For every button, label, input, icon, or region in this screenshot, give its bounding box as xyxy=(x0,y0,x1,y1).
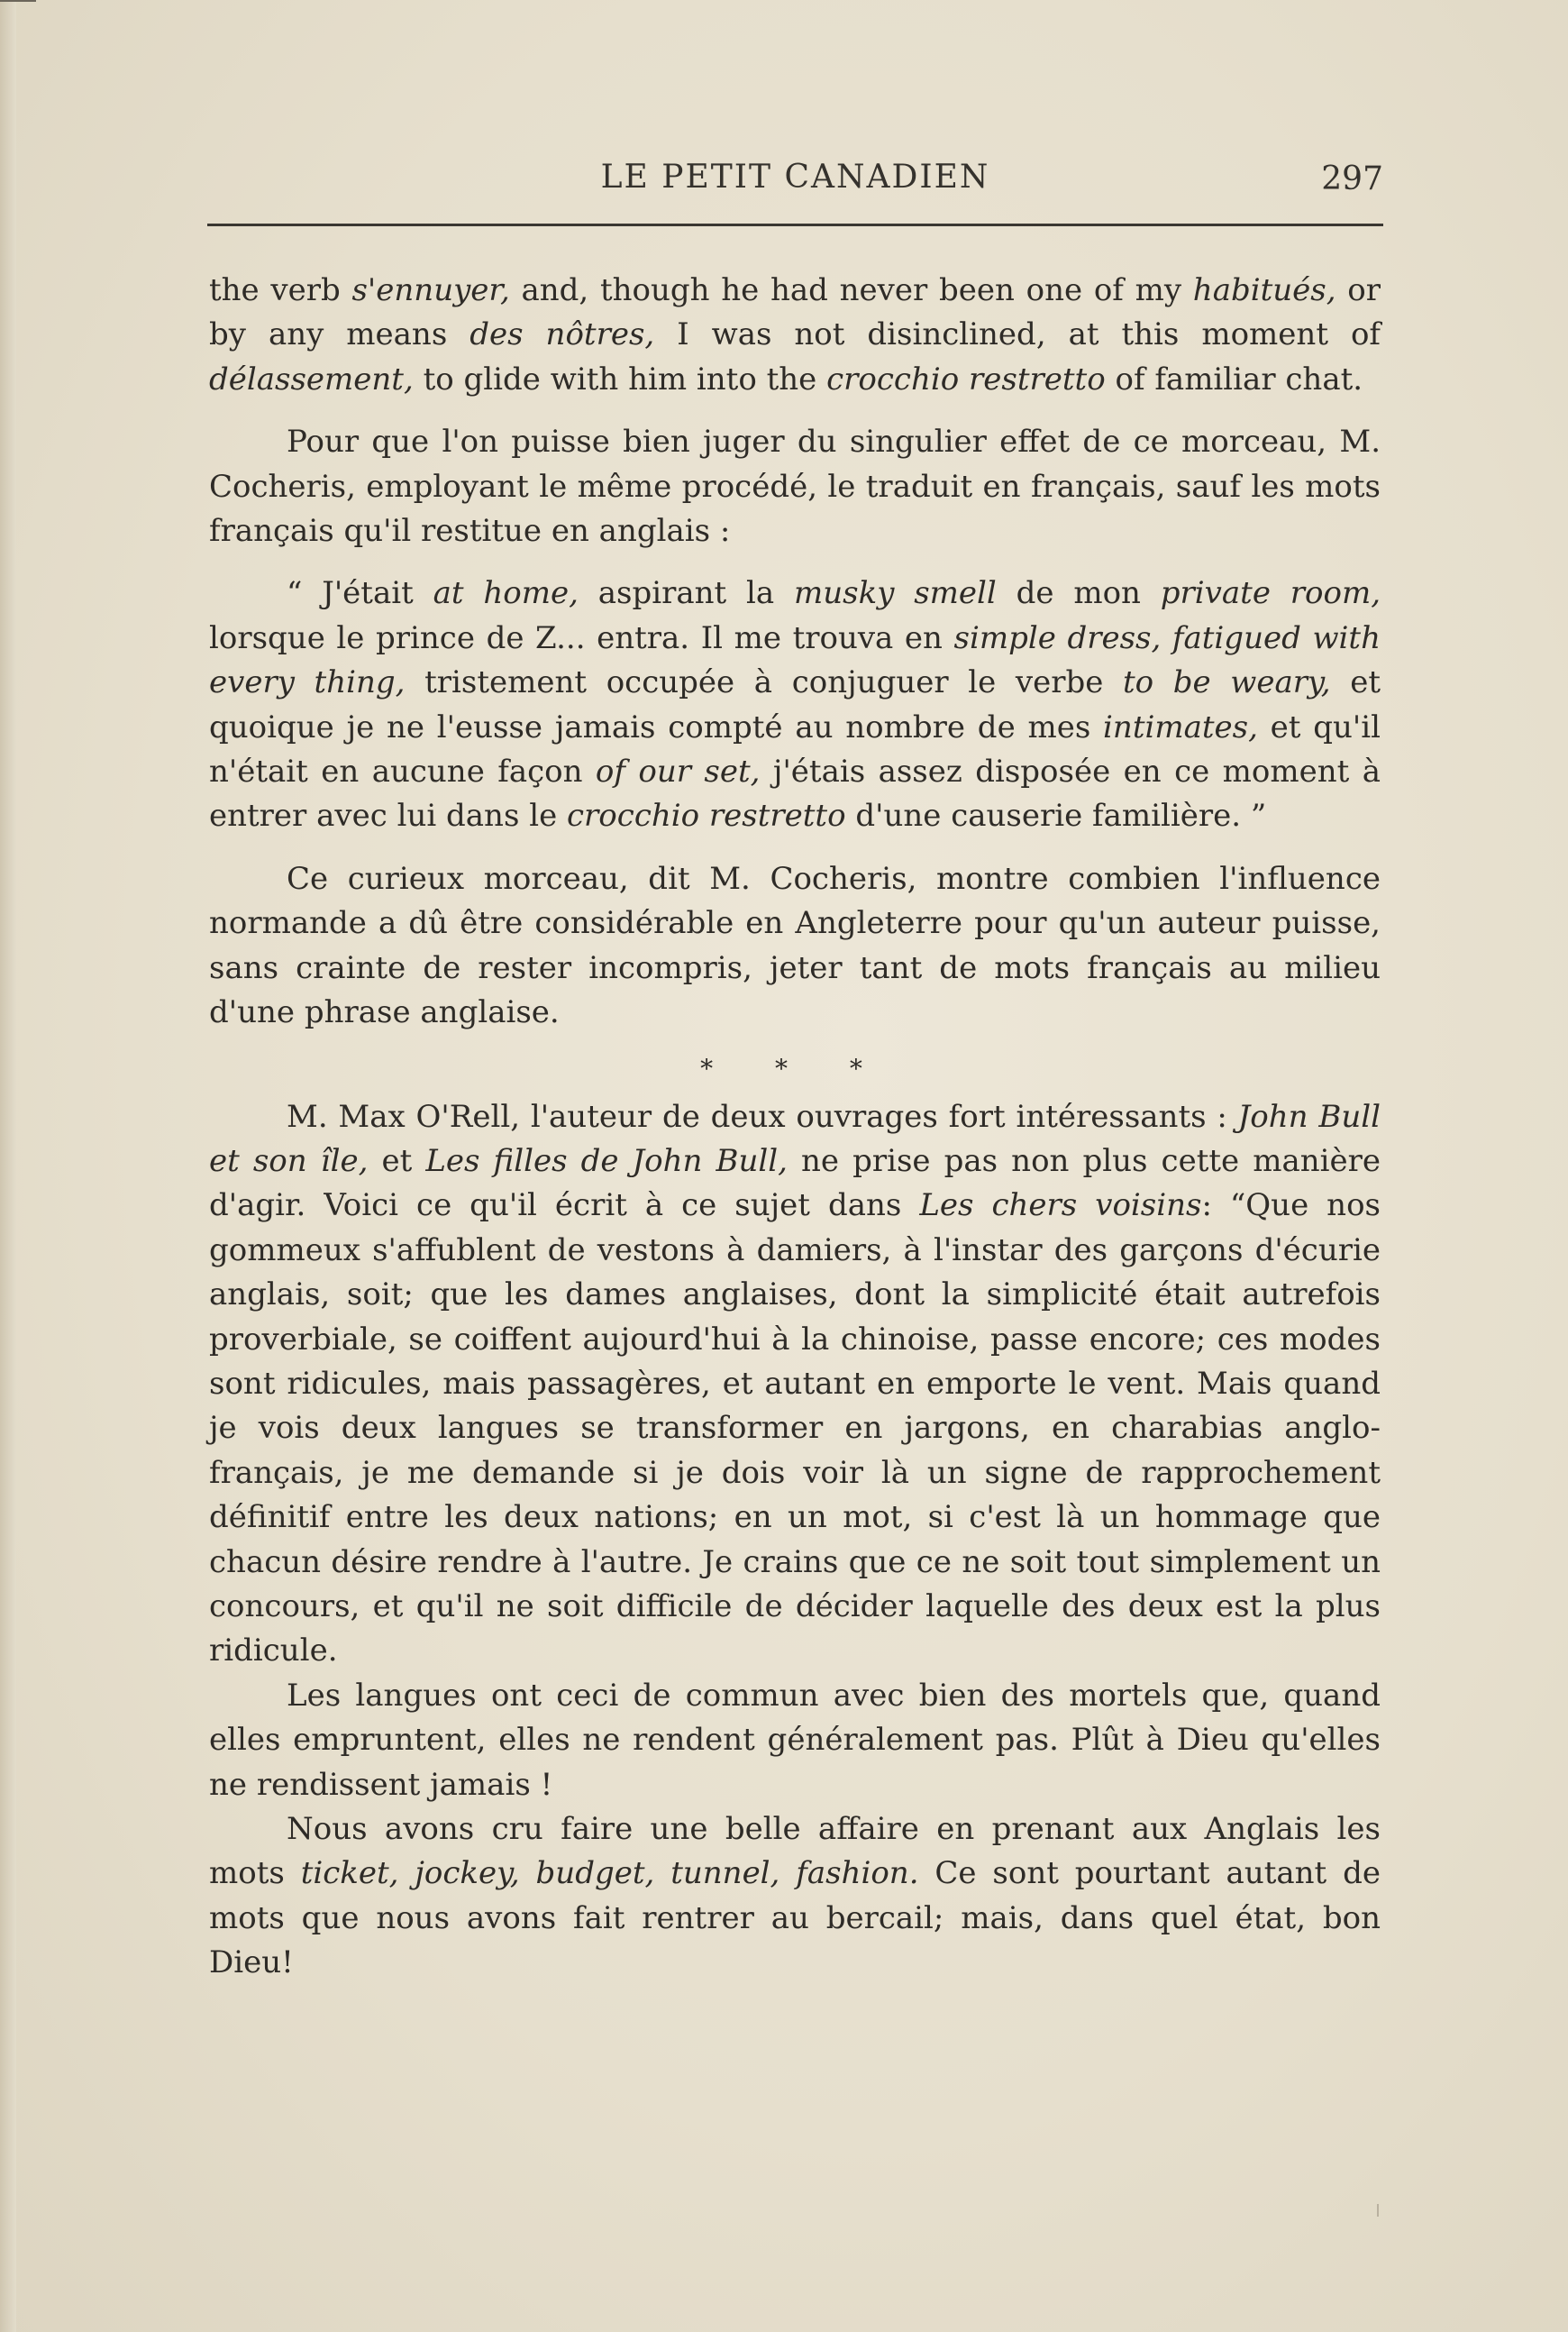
text-run: or by any means xyxy=(209,272,1381,353)
body-text xyxy=(209,269,1381,1986)
text-run: lorsque le prince de Z... entra. Il me trouva en xyxy=(209,619,954,656)
text-run: et xyxy=(368,1142,426,1179)
paragraph-borrowed-words xyxy=(209,1807,1381,1986)
text-run: et quoique je ne l'eusse jamais compté au nombre de mes xyxy=(209,664,1381,745)
italic-run: to be weary, xyxy=(1123,664,1331,701)
text-run: I was not disinclined, at this moment of xyxy=(654,316,1381,353)
text-run: tristement occupée à conjuguer le verbe xyxy=(405,664,1123,701)
italic-run: s'ennuyer, xyxy=(351,272,510,308)
italic-run: ticket, jockey, budget, tunnel, fashion. xyxy=(300,1855,919,1892)
italic-run: Les chers voisins xyxy=(919,1187,1202,1224)
italic-run: délassement, xyxy=(209,361,414,398)
text-run: et qu'il n'était en aucune façon xyxy=(209,709,1381,791)
italic-run: Les filles de John Bull, xyxy=(425,1142,788,1179)
text-run: Ce sont pourtant autant de mots que nous avons fait rentrer au bercail; mais, dans quel état, bon Dieu! xyxy=(209,1855,1381,1981)
text-run: de mon xyxy=(996,575,1161,612)
paragraph-commentary: Ce curieux morceau, dit M. Cocheris, montre combien l'influence normande a dû être considérable en Angleterre pour qu'un auteur puisse, sans crainte de rester incompris, jeter tant de mots français au milieu d'une phrase anglaise. xyxy=(209,860,1381,1031)
italic-run: des nôtres, xyxy=(469,316,655,353)
paragraph-max-orell xyxy=(209,1095,1381,1674)
text-run: ne prise pas non plus cette manière d'agir. Voici ce qu'il écrit à ce sujet dans xyxy=(209,1142,1381,1224)
text-run: “ J'était xyxy=(287,575,433,612)
text-run: of familiar chat. xyxy=(1105,361,1363,398)
italic-run: crocchio restretto xyxy=(826,361,1106,398)
italic-run: habitués, xyxy=(1192,272,1336,308)
italic-run: musky smell xyxy=(794,575,997,612)
page-mark xyxy=(1377,2204,1379,2217)
text-run: aspirant la xyxy=(578,575,794,612)
corner-mark xyxy=(0,0,36,11)
italic-run: simple dress, fatigued with every thing, xyxy=(209,619,1381,701)
italic-run: private room, xyxy=(1160,575,1381,612)
paragraph-english-quote xyxy=(209,269,1381,402)
text-run: d'une causerie familière. ” xyxy=(845,798,1267,835)
text-run: and, though he had never been one of my xyxy=(509,272,1193,308)
italic-run: of our set, xyxy=(595,754,761,791)
text-run: Nous avons cru faire une belle affaire en prenant aux Anglais les mots xyxy=(209,1811,1381,1892)
italic-run: crocchio restretto xyxy=(567,798,846,835)
text-run: to glide with him into the xyxy=(413,361,827,398)
text-run: the verb xyxy=(209,272,352,308)
italic-run: John Bull et son île, xyxy=(209,1098,1381,1179)
running-title: LE PETIT CANADIEN xyxy=(600,159,990,196)
binding-edge xyxy=(0,0,16,2332)
paragraph-translation-intro: Pour que l'on puisse bien juger du singulier effet de ce morceau, M. Cocheris, employant le même procédé, le traduit en français, sauf les mots français qu'il restitue en anglais : xyxy=(209,424,1381,550)
paragraph-languages: Les langues ont ceci de commun avec bien des mortels que, quand elles empruntent, elles ne rendent généralement pas. Plût à Dieu qu'elles ne rendissent jamais ! xyxy=(209,1677,1381,1803)
text-run: M. Max O'Rell, l'auteur de deux ouvrages fort intéressants : xyxy=(287,1098,1238,1135)
italic-run: at home, xyxy=(433,575,579,612)
paragraph-french-translation xyxy=(209,572,1381,838)
page-number: 297 xyxy=(1321,160,1383,197)
header-rule xyxy=(207,224,1383,226)
italic-run: intimates, xyxy=(1103,709,1258,745)
running-head xyxy=(207,159,1383,204)
section-asterism: * * * xyxy=(700,1053,889,1084)
text-run: : “Que nos gommeux s'affublent de vestons à damiers, à l'instar des garçons d'écurie anglais, soit; que les dames anglaises, dont la simplicité était autrefois proverbiale, se coiffent aujourd'hui à la chinoise, passe encore; ces modes sont ridicules, mais passagères, et autant en emporte le vent. Mais quand je vois deux langues se transformer en jargons, en charabias anglo-français, je me demande si je dois voir là un signe de rapprochement définitif entre les deux nations; en un mot, si c'est là un hommage que chacun désire rendre à l'autre. Je crains que ce ne soit tout simplement un concours, et qu'il ne soit difficile de décider laquelle des deux est la plus ridicule. xyxy=(209,1187,1381,1669)
text-run: j'étais assez disposée en ce moment à entrer avec lui dans le xyxy=(209,754,1381,835)
